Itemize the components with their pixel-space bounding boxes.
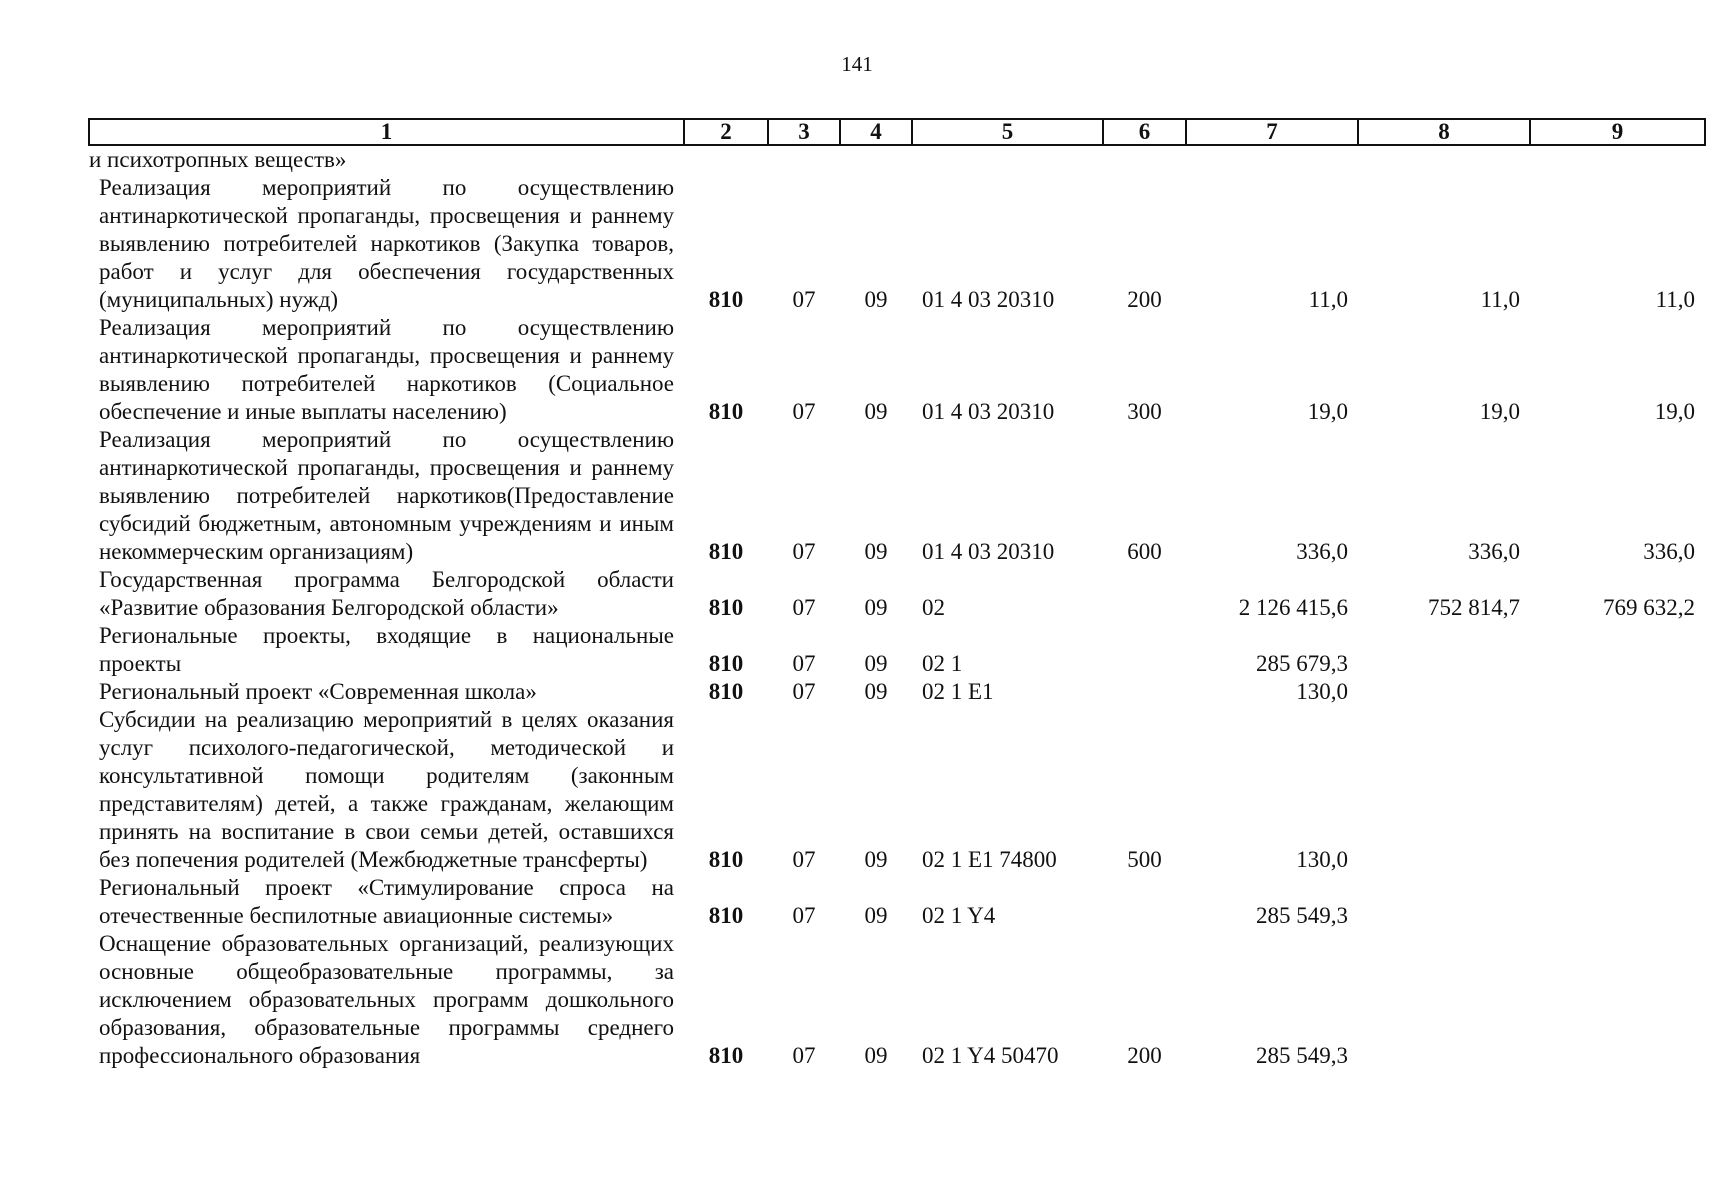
row-subsection bbox=[840, 145, 912, 174]
row-glava: 810 bbox=[708, 847, 744, 872]
header-col-8: 8 bbox=[1358, 119, 1530, 145]
table-row bbox=[89, 678, 1705, 706]
header-col-6: 6 bbox=[1103, 119, 1186, 145]
row-name: Региональные проекты, входящие в национальные проекты bbox=[99, 623, 674, 676]
row-glava: 810 bbox=[708, 679, 744, 704]
row-target-code: 02 bbox=[922, 595, 945, 620]
row-expense-type: 200 bbox=[1127, 287, 1162, 312]
row-value-8: 336,0 bbox=[1468, 539, 1520, 564]
page-number: 141 bbox=[841, 52, 873, 76]
row-subsection: 09 bbox=[864, 287, 888, 312]
row-value-9 bbox=[1530, 622, 1705, 678]
row-value-8 bbox=[1358, 678, 1530, 706]
header-col-3: 3 bbox=[768, 119, 840, 145]
row-value-9 bbox=[1530, 930, 1705, 1070]
row-value-7: 285 549,3 bbox=[1256, 1043, 1348, 1068]
row-subsection: 09 bbox=[864, 595, 888, 620]
table-header-row bbox=[89, 119, 1705, 145]
row-section: 07 bbox=[792, 287, 816, 312]
row-glava: 810 bbox=[708, 903, 744, 928]
row-expense-type: 300 bbox=[1127, 399, 1162, 424]
header-col-7: 7 bbox=[1186, 119, 1358, 145]
row-glava bbox=[684, 145, 768, 174]
row-name: Реализация мероприятий по осуществлению антинаркотической пропаганды, просвещения и раннему выявлению потребителей наркотиков (Закупка товаров, работ и услуг для обеспечения государственных (муниципальных) нужд) bbox=[99, 175, 674, 312]
table-row bbox=[89, 566, 1705, 622]
row-expense-type: 200 bbox=[1127, 1043, 1162, 1068]
row-value-7: 2 126 415,6 bbox=[1238, 595, 1348, 620]
row-value-8: 752 814,7 bbox=[1428, 595, 1520, 620]
row-value-8: 11,0 bbox=[1480, 287, 1520, 312]
row-value-9 bbox=[1530, 874, 1705, 930]
row-subsection: 09 bbox=[864, 399, 888, 424]
header-col-1: 1 bbox=[89, 119, 684, 145]
row-name: Субсидии на реализацию мероприятий в целях оказания услуг психолого-педагогической, методической и консультативной помощи родителям (законным представителям) детей, а также гражданам, желающим принять на воспитание в свои семьи детей, оставшихся без попечения родителей (Межбюджетные трансферты) bbox=[99, 707, 674, 872]
row-target-code: 02 1 Е1 bbox=[922, 679, 994, 704]
row-value-9 bbox=[1530, 145, 1705, 174]
row-value-7: 336,0 bbox=[1296, 539, 1348, 564]
row-section: 07 bbox=[792, 679, 816, 704]
row-section: 07 bbox=[792, 399, 816, 424]
row-glava: 810 bbox=[708, 399, 744, 424]
row-value-7: 285 679,3 bbox=[1256, 651, 1348, 676]
row-name: Реализация мероприятий по осуществлению антинаркотической пропаганды, просвещения и раннему выявлению потребителей наркотиков (Социальное обеспечение и иные выплаты населению) bbox=[99, 315, 674, 424]
row-name: Региональный проект «Современная школа» bbox=[99, 679, 537, 704]
row-glava: 810 bbox=[708, 651, 744, 676]
row-value-7: 11,0 bbox=[1308, 287, 1348, 312]
row-subsection: 09 bbox=[864, 651, 888, 676]
row-value-7: 130,0 bbox=[1296, 679, 1348, 704]
table-row bbox=[89, 874, 1705, 930]
row-name: Реализация мероприятий по осуществлению антинаркотической пропаганды, просвещения и раннему выявлению потребителей наркотиков(Предоставление субсидий бюджетным, автономным учреждениям и иным некоммерческим организациям) bbox=[99, 427, 674, 564]
row-value-8 bbox=[1358, 874, 1530, 930]
row-name: Региональный проект «Стимулирование спроса на отечественные беспилотные авиационные системы» bbox=[99, 875, 674, 928]
row-value-8: 19,0 bbox=[1479, 399, 1520, 424]
row-subsection: 09 bbox=[864, 679, 888, 704]
row-expense-type bbox=[1103, 145, 1186, 174]
budget-table bbox=[88, 118, 1706, 1070]
row-value-8 bbox=[1358, 622, 1530, 678]
row-value-9 bbox=[1530, 678, 1705, 706]
row-expense-type: 600 bbox=[1127, 539, 1162, 564]
row-section: 07 bbox=[792, 847, 816, 872]
table-row bbox=[89, 314, 1705, 426]
row-glava: 810 bbox=[708, 1043, 744, 1068]
header-col-5: 5 bbox=[912, 119, 1103, 145]
row-value-9: 19,0 bbox=[1654, 399, 1695, 424]
row-expense-type bbox=[1103, 622, 1186, 678]
row-expense-type bbox=[1103, 566, 1186, 622]
row-section: 07 bbox=[792, 1043, 816, 1068]
row-target-code bbox=[912, 145, 1103, 174]
row-target-code: 01 4 03 20310 bbox=[922, 287, 1055, 312]
table-row bbox=[89, 930, 1705, 1070]
row-glava: 810 bbox=[708, 539, 744, 564]
table-row bbox=[89, 706, 1705, 874]
row-target-code: 01 4 03 20310 bbox=[922, 399, 1055, 424]
row-section: 07 bbox=[792, 651, 816, 676]
row-value-8 bbox=[1358, 930, 1530, 1070]
row-value-7: 19,0 bbox=[1307, 399, 1348, 424]
row-subsection: 09 bbox=[864, 847, 888, 872]
row-target-code: 02 1 Е1 74800 bbox=[922, 847, 1057, 872]
row-value-7 bbox=[1186, 145, 1358, 174]
row-name: Государственная программа Белгородской области «Развитие образования Белгородской области» bbox=[99, 567, 674, 620]
header-col-4: 4 bbox=[840, 119, 912, 145]
row-name: Оснащение образовательных организаций, реализующих основные общеобразовательные программы, за исключением образовательных программ дошкольного образования, образовательные программы среднего профессионального образования bbox=[99, 931, 674, 1068]
row-glava: 810 bbox=[708, 287, 744, 312]
row-value-9: 336,0 bbox=[1643, 539, 1695, 564]
row-section bbox=[768, 145, 840, 174]
row-value-7: 130,0 bbox=[1296, 847, 1348, 872]
row-expense-type bbox=[1103, 678, 1186, 706]
row-value-8 bbox=[1358, 706, 1530, 874]
table-row bbox=[89, 145, 1705, 174]
row-subsection: 09 bbox=[864, 903, 888, 928]
row-expense-type bbox=[1103, 874, 1186, 930]
row-section: 07 bbox=[792, 903, 816, 928]
row-subsection: 09 bbox=[864, 539, 888, 564]
row-target-code: 02 1 Y4 bbox=[922, 903, 996, 928]
row-glava: 810 bbox=[708, 595, 744, 620]
row-subsection: 09 bbox=[864, 1043, 888, 1068]
row-value-8 bbox=[1358, 145, 1530, 174]
row-value-9: 769 632,2 bbox=[1603, 595, 1695, 620]
row-name: и психотропных веществ» bbox=[89, 147, 347, 172]
row-target-code: 02 1 Y4 50470 bbox=[922, 1043, 1059, 1068]
table-row bbox=[89, 426, 1705, 566]
row-section: 07 bbox=[792, 595, 816, 620]
table-row bbox=[89, 622, 1705, 678]
header-col-2: 2 bbox=[684, 119, 768, 145]
row-value-9 bbox=[1530, 706, 1705, 874]
row-section: 07 bbox=[792, 539, 816, 564]
row-target-code: 02 1 bbox=[922, 651, 963, 676]
row-value-7: 285 549,3 bbox=[1256, 903, 1348, 928]
row-value-9: 11,0 bbox=[1655, 287, 1695, 312]
row-target-code: 01 4 03 20310 bbox=[922, 539, 1055, 564]
header-col-9: 9 bbox=[1530, 119, 1705, 145]
table-row bbox=[89, 174, 1705, 314]
row-expense-type: 500 bbox=[1127, 847, 1162, 872]
